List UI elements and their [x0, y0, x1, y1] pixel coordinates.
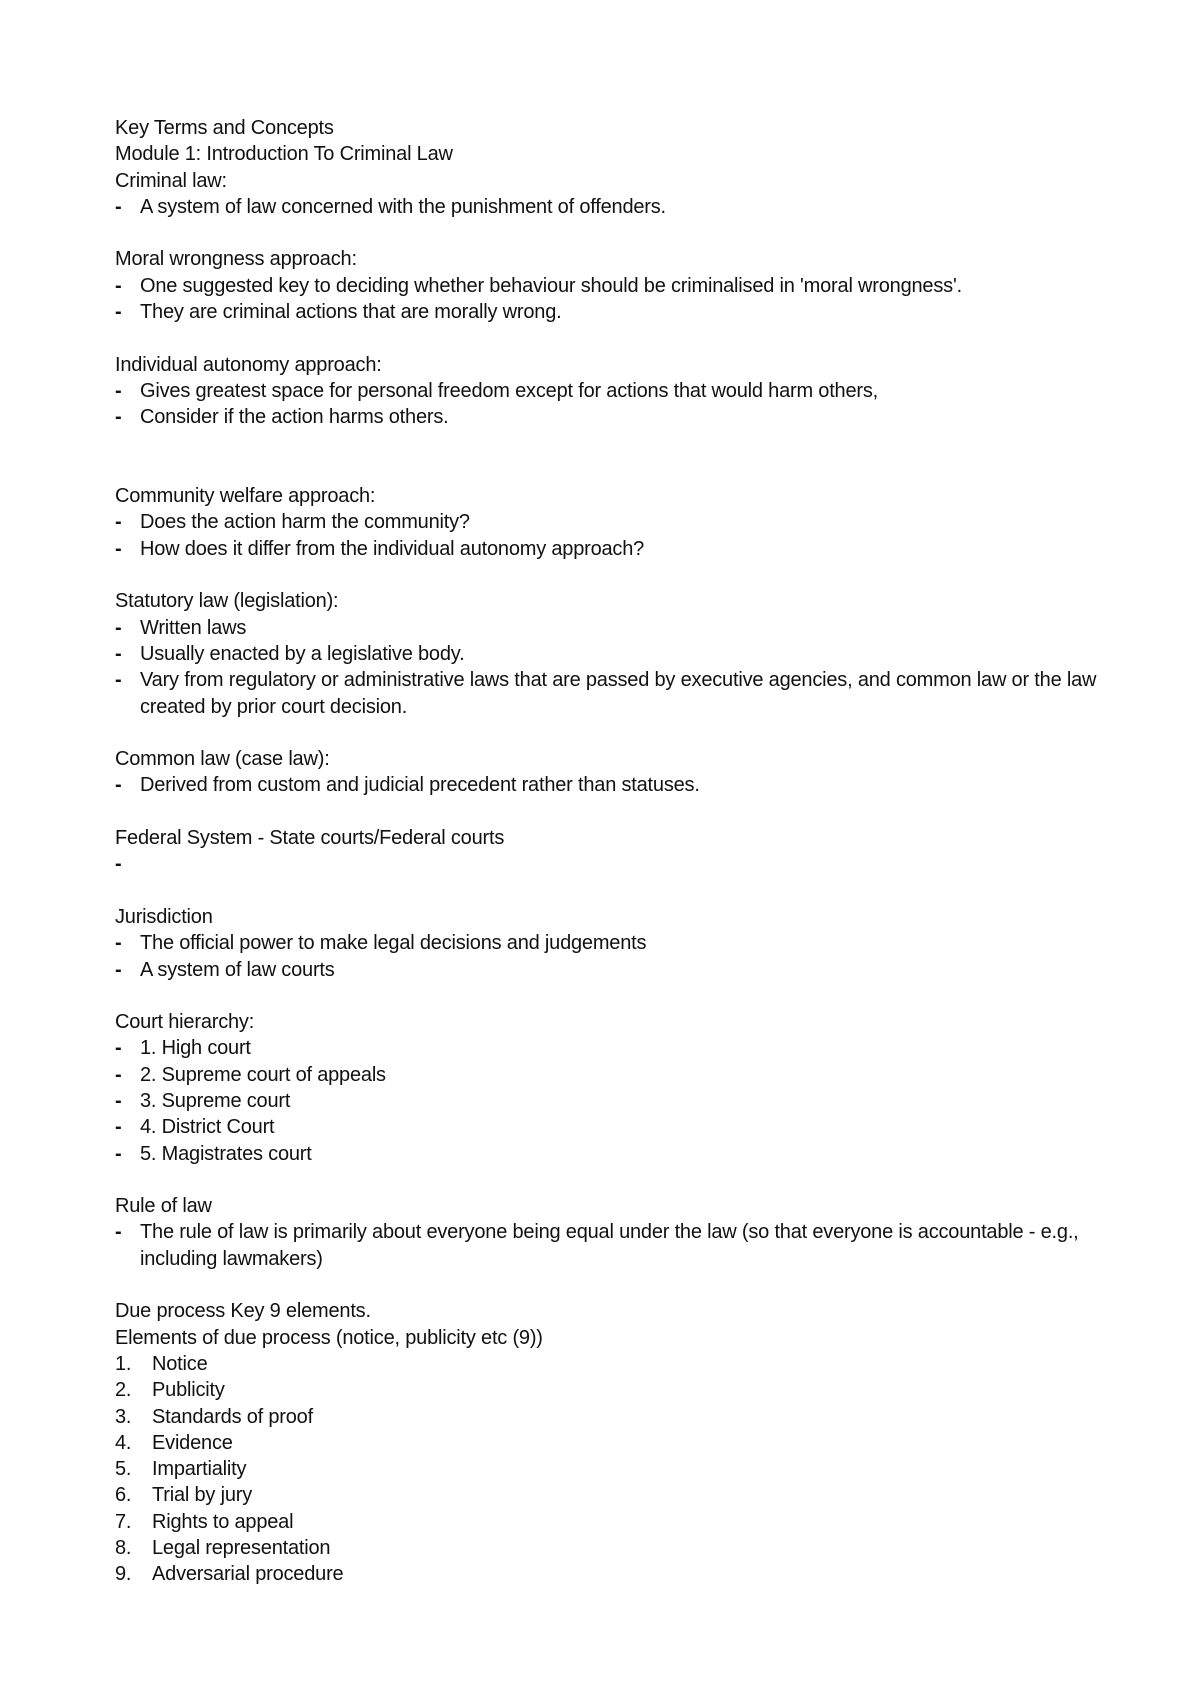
dash-bullet-icon: - — [115, 379, 122, 402]
section-individual-autonomy — [115, 352, 1105, 431]
section-heading: Due process Key 9 elements. — [115, 1300, 371, 1323]
section-heading: Rule of law — [115, 1195, 212, 1218]
item-number: 8. — [115, 1537, 132, 1560]
bullet-list — [115, 273, 1105, 326]
dash-bullet-icon: - — [115, 195, 122, 218]
dash-bullet-icon: - — [115, 406, 122, 429]
list-item: - How does it differ from the individual autonomy approach? — [115, 536, 1105, 562]
bullet-list — [115, 930, 1105, 983]
section-due-process — [115, 1298, 1105, 1587]
list-item: - Gives greatest space for personal freedom except for actions that would harm others, — [115, 378, 1105, 404]
dash-bullet-icon: - — [115, 1089, 122, 1112]
list-item: - 2. Supreme court of appeals — [115, 1062, 1105, 1088]
bullet-list — [115, 1219, 1105, 1272]
bullet-list — [115, 851, 1105, 877]
dash-bullet-icon: - — [115, 932, 122, 955]
list-item: - A system of law concerned with the punishment of offenders. — [115, 194, 1105, 220]
bullet-list — [115, 1035, 1105, 1166]
item-number: 3. — [115, 1405, 132, 1428]
dash-bullet-icon: - — [115, 642, 122, 665]
item-number: 7. — [115, 1510, 132, 1533]
section-federal-system — [115, 825, 1105, 878]
dash-bullet-icon: - — [115, 1142, 122, 1165]
dash-bullet-icon: - — [115, 1221, 122, 1244]
item-number: 2. — [115, 1379, 132, 1402]
list-item: 1. Notice — [115, 1351, 1105, 1377]
document-title: Key Terms and Concepts — [115, 117, 334, 139]
dash-bullet-icon: - — [115, 669, 122, 692]
list-item: - 3. Supreme court — [115, 1088, 1105, 1114]
dash-bullet-icon: - — [115, 853, 122, 876]
bullet-list — [115, 378, 1105, 431]
dash-bullet-icon: - — [115, 1063, 122, 1086]
section-heading: Jurisdiction — [115, 905, 213, 928]
dash-bullet-icon: - — [115, 537, 122, 560]
dash-bullet-icon: - — [115, 1037, 122, 1060]
list-item: - 1. High court — [115, 1035, 1105, 1061]
section-heading: Common law (case law): — [115, 748, 330, 771]
list-item: - One suggested key to deciding whether behaviour should be criminalised in 'moral wrongness'. — [115, 273, 1105, 299]
list-item: 7. Rights to appeal — [115, 1509, 1105, 1535]
list-item: - The rule of law is primarily about everyone being equal under the law (so that everyone is accountable - e.g., including lawmakers) — [115, 1221, 1079, 1270]
list-item: 9. Adversarial procedure — [115, 1561, 1105, 1587]
dash-bullet-icon: - — [115, 1116, 122, 1139]
dash-bullet-icon: - — [115, 511, 122, 534]
section-heading: Individual autonomy approach: — [115, 353, 382, 376]
list-item: 6. Trial by jury — [115, 1482, 1105, 1508]
item-number: 9. — [115, 1563, 132, 1586]
list-item: - A system of law courts — [115, 957, 1105, 983]
list-item: - Does the action harm the community? — [115, 509, 1105, 535]
section-rule-of-law — [115, 1193, 1105, 1272]
section-criminal-law — [115, 168, 1105, 221]
dash-bullet-icon: - — [115, 301, 122, 324]
section-heading: Community welfare approach: — [115, 485, 376, 508]
list-item: 4. Evidence — [115, 1430, 1105, 1456]
list-item: - Vary from regulatory or administrative laws that are passed by executive agencies, and common law or the law created by prior court decision. — [115, 669, 1097, 718]
item-number: 1. — [115, 1352, 132, 1375]
section-heading: Criminal law: — [115, 169, 227, 192]
list-item: - 5. Magistrates court — [115, 1141, 1105, 1167]
list-item: 2. Publicity — [115, 1377, 1105, 1403]
section-jurisdiction — [115, 904, 1105, 983]
section-subheading: Elements of due process (notice, publicity etc (9)) — [115, 1326, 543, 1349]
list-item: - They are criminal actions that are morally wrong. — [115, 299, 1105, 325]
bullet-list — [115, 615, 1105, 720]
list-item: 8. Legal representation — [115, 1535, 1105, 1561]
bullet-list — [115, 772, 1105, 798]
module-title: Module 1: Introduction To Criminal Law — [115, 143, 453, 166]
section-statutory-law — [115, 588, 1105, 719]
section-community-welfare — [115, 483, 1105, 562]
section-heading: Statutory law (legislation): — [115, 590, 339, 613]
list-item: - 4. District Court — [115, 1114, 1105, 1140]
dash-bullet-icon: - — [115, 616, 122, 639]
section-common-law — [115, 746, 1105, 799]
list-item: - The official power to make legal decisions and judgements — [115, 930, 1105, 956]
section-court-hierarchy — [115, 1009, 1105, 1167]
numbered-list — [115, 1351, 1105, 1588]
list-item: - Usually enacted by a legislative body. — [115, 641, 1105, 667]
bullet-list — [115, 509, 1105, 562]
item-number: 5. — [115, 1458, 132, 1481]
dash-bullet-icon: - — [115, 958, 122, 981]
list-item — [115, 851, 1105, 877]
section-heading: Court hierarchy: — [115, 1011, 255, 1034]
list-item: - Consider if the action harms others. — [115, 404, 1105, 430]
list-item: - Derived from custom and judicial precedent rather than statuses. — [115, 772, 1105, 798]
bullet-list — [115, 194, 1105, 220]
list-item: 3. Standards of proof — [115, 1404, 1105, 1430]
section-heading: Moral wrongness approach: — [115, 248, 357, 271]
dash-bullet-icon: - — [115, 774, 122, 797]
list-item: - Written laws — [115, 615, 1105, 641]
section-moral-wrongness — [115, 246, 1105, 325]
item-number: 6. — [115, 1484, 132, 1507]
dash-bullet-icon: - — [115, 274, 122, 297]
list-item: 5. Impartiality — [115, 1456, 1105, 1482]
item-number: 4. — [115, 1431, 132, 1454]
section-heading: Federal System - State courts/Federal courts — [115, 827, 505, 850]
document-content — [115, 115, 1105, 1614]
